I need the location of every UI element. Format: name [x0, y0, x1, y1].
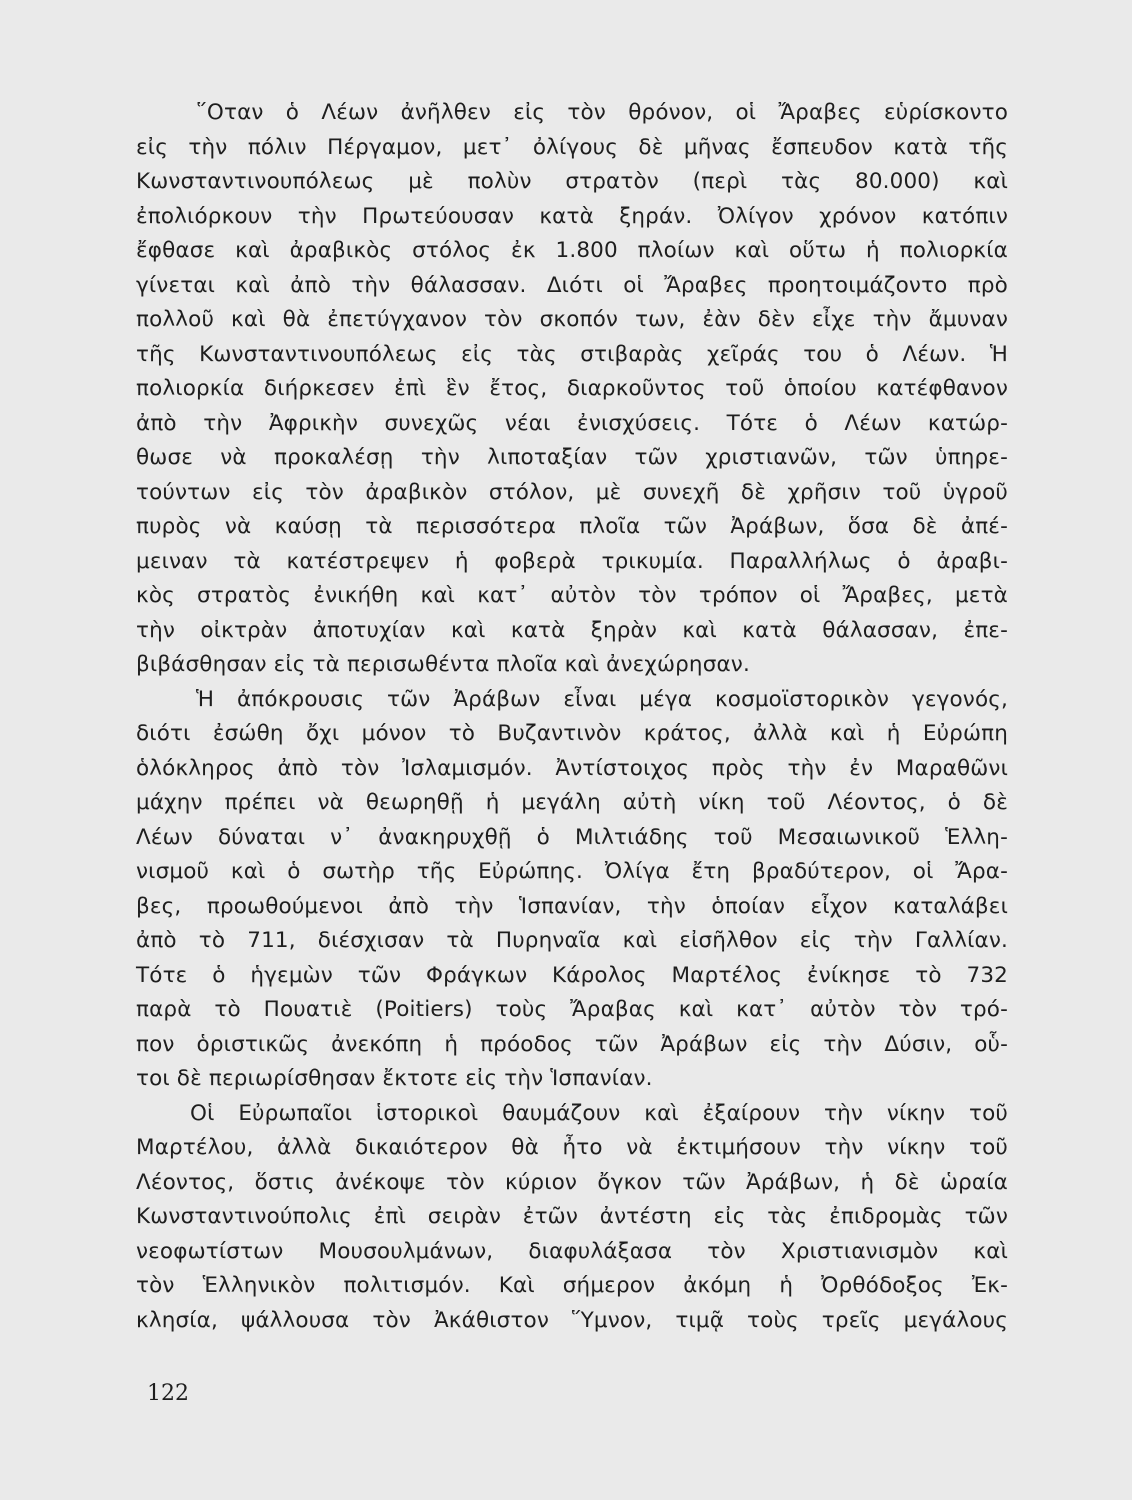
text-line: Τότε ὁ ἡγεμὼν τῶν Φράγκων Κάρολος Μαρτέλος ἐνίκησε τὸ 732	[136, 962, 1008, 988]
text-line: τὴν οἰκτρὰν ἀποτυχίαν καὶ κατὰ ξηρὰν καὶ κατὰ θάλασσαν, ἐπε-	[136, 617, 1008, 643]
text-line: Λέων δύναται ν᾽ ἀνακηρυχθῇ ὁ Μιλτιάδης τοῦ Μεσαιωνικοῦ Ἑλλη-	[136, 824, 1008, 850]
text-line: εἰς τὴν πόλιν Πέργαμον, μετ᾽ ὀλίγους δὲ μῆνας ἔσπευδον κατὰ τῆς	[136, 134, 1008, 160]
text-line: Κωνσταντινούπολις ἐπὶ σειρὰν ἐτῶν ἀντέστη εἰς τὰς ἐπιδρομὰς τῶν	[136, 1204, 1008, 1229]
text-line: πολιορκία διήρκεσεν ἐπὶ ἓν ἔτος, διαρκοῦντος τοῦ ὁποίου κατέφθανον	[136, 376, 1008, 401]
text-line: Οἱ Εὐρωπαῖοι ἱστορικοὶ θαυμάζουν καὶ ἐξαίρουν τὴν νίκην τοῦ	[190, 1100, 1008, 1126]
page-number: 122	[147, 1381, 189, 1406]
text-line: Λέοντος, ὅστις ἀνέκοψε τὸν κύριον ὄγκον τῶν Ἀράβων, ἡ δὲ ὡραία	[136, 1169, 1008, 1195]
text-line: μάχην πρέπει νὰ θεωρηθῇ ἡ μεγάλη αὐτὴ νίκη τοῦ Λέοντος, ὁ δὲ	[136, 790, 1008, 815]
text-line: νισμοῦ καὶ ὁ σωτὴρ τῆς Εὐρώπης. Ὀλίγα ἔτη βραδύτερον, οἱ Ἄρα-	[136, 859, 1008, 884]
text-line: θωσε νὰ προκαλέσῃ τὴν λιποταξίαν τῶν χριστιανῶν, τῶν ὑπηρε-	[136, 445, 1008, 470]
text-line: πυρὸς νὰ καύσῃ τὰ περισσότερα πλοῖα τῶν Ἀράβων, ὅσα δὲ ἀπέ-	[136, 514, 1008, 539]
text-line: νεοφωτίστων Μουσουλμάνων, διαφυλάξασα τὸν Χριστιανισμὸν καὶ	[136, 1238, 1008, 1264]
body-text	[136, 96, 1008, 1338]
text-line: γίνεται καὶ ἀπὸ τὴν θάλασσαν. Διότι οἱ Ἄραβες προητοιμάζοντο πρὸ	[136, 272, 1008, 298]
text-line: τούντων εἰς τὸν ἀραβικὸν στόλον, μὲ συνεχῆ δὲ χρῆσιν τοῦ ὑγροῦ	[136, 479, 1008, 505]
text-line: ῞Οταν ὁ Λέων ἀνῆλθεν εἰς τὸν θρόνον, οἱ Ἄραβες εὑρίσκοντο	[196, 100, 1008, 125]
text-line: ἐπολιόρκουν τὴν Πρωτεύουσαν κατὰ ξηράν. Ὀλίγον χρόνον κατόπιν	[136, 203, 1008, 229]
text-line: Ἡ ἀπόκρουσις τῶν Ἀράβων εἶναι μέγα κοσμοϊστορικὸν γεγονός,	[196, 686, 1008, 712]
text-line: πολλοῦ καὶ θὰ ἐπετύγχανον τὸν σκοπόν των, ἐὰν δὲν εἶχε τὴν ἄμυναν	[136, 307, 1008, 332]
text-line: ἀπὸ τὸ 711, διέσχισαν τὰ Πυρηναῖα καὶ εἰσῆλθον εἰς τὴν Γαλλίαν.	[136, 928, 1008, 953]
text-line: βιβάσθησαν εἰς τὰ περισωθέντα πλοῖα καὶ ἀνεχώρησαν.	[136, 652, 750, 677]
text-line: ὁλόκληρος ἀπὸ τὸν Ἰσλαμισμόν. Ἀντίστοιχος πρὸς τὴν ἐν Μαραθῶνι	[136, 755, 1008, 781]
text-line: βες, προωθούμενοι ἀπὸ τὴν Ἱσπανίαν, τὴν ὁποίαν εἶχον καταλάβει	[136, 893, 1008, 919]
text-line: παρὰ τὸ Πουατιὲ (Poitiers) τοὺς Ἄραβας καὶ κατ᾽ αὐτὸν τὸν τρό-	[136, 997, 1008, 1022]
text-line: ἀπὸ τὴν Ἀφρικὴν συνεχῶς νέαι ἐνισχύσεις. Τότε ὁ Λέων κατώρ-	[136, 410, 1008, 436]
text-line: ἔφθασε καὶ ἀραβικὸς στόλος ἐκ 1.800 πλοίων καὶ οὕτω ἡ πολιορκία	[136, 238, 1008, 263]
text-line: Μαρτέλου, ἀλλὰ δικαιότερον θὰ ἦτο νὰ ἐκτιμήσουν τὴν νίκην τοῦ	[136, 1135, 1008, 1160]
text-line: κλησία, ψάλλουσα τὸν Ἀκάθιστον Ὕμνον, τιμᾷ τοὺς τρεῖς μεγάλους	[136, 1307, 1008, 1333]
text-line: τοι δὲ περιωρίσθησαν ἔκτοτε εἰς τὴν Ἱσπανίαν.	[136, 1066, 653, 1091]
text-line: κὸς στρατὸς ἐνικήθη καὶ κατ᾽ αὐτὸν τὸν τρόπον οἱ Ἄραβες, μετὰ	[136, 583, 1008, 608]
text-line: διότι ἐσώθη ὄχι μόνον τὸ Βυζαντινὸν κράτος, ἀλλὰ καὶ ἡ Εὐρώπη	[136, 721, 1008, 746]
text-line: τὸν Ἑλληνικὸν πολιτισμόν. Καὶ σήμερον ἀκόμη ἡ Ὀρθόδοξος Ἐκ-	[136, 1273, 1008, 1298]
text-line: τῆς Κωνσταντινουπόλεως εἰς τὰς στιβαρὰς χεῖράς του ὁ Λέων. Ἡ	[136, 341, 1008, 367]
text-line: Κωνσταντινουπόλεως μὲ πολὺν στρατὸν (περὶ τὰς 80.000) καὶ	[136, 169, 1008, 194]
text-line: πον ὁριστικῶς ἀνεκόπη ἡ πρόοδος τῶν Ἀράβων εἰς τὴν Δύσιν, οὗ-	[136, 1031, 1008, 1057]
text-line: μειναν τὰ κατέστρεψεν ἡ φοβερὰ τρικυμία. Παραλλήλως ὁ ἀραβι-	[136, 548, 1008, 574]
